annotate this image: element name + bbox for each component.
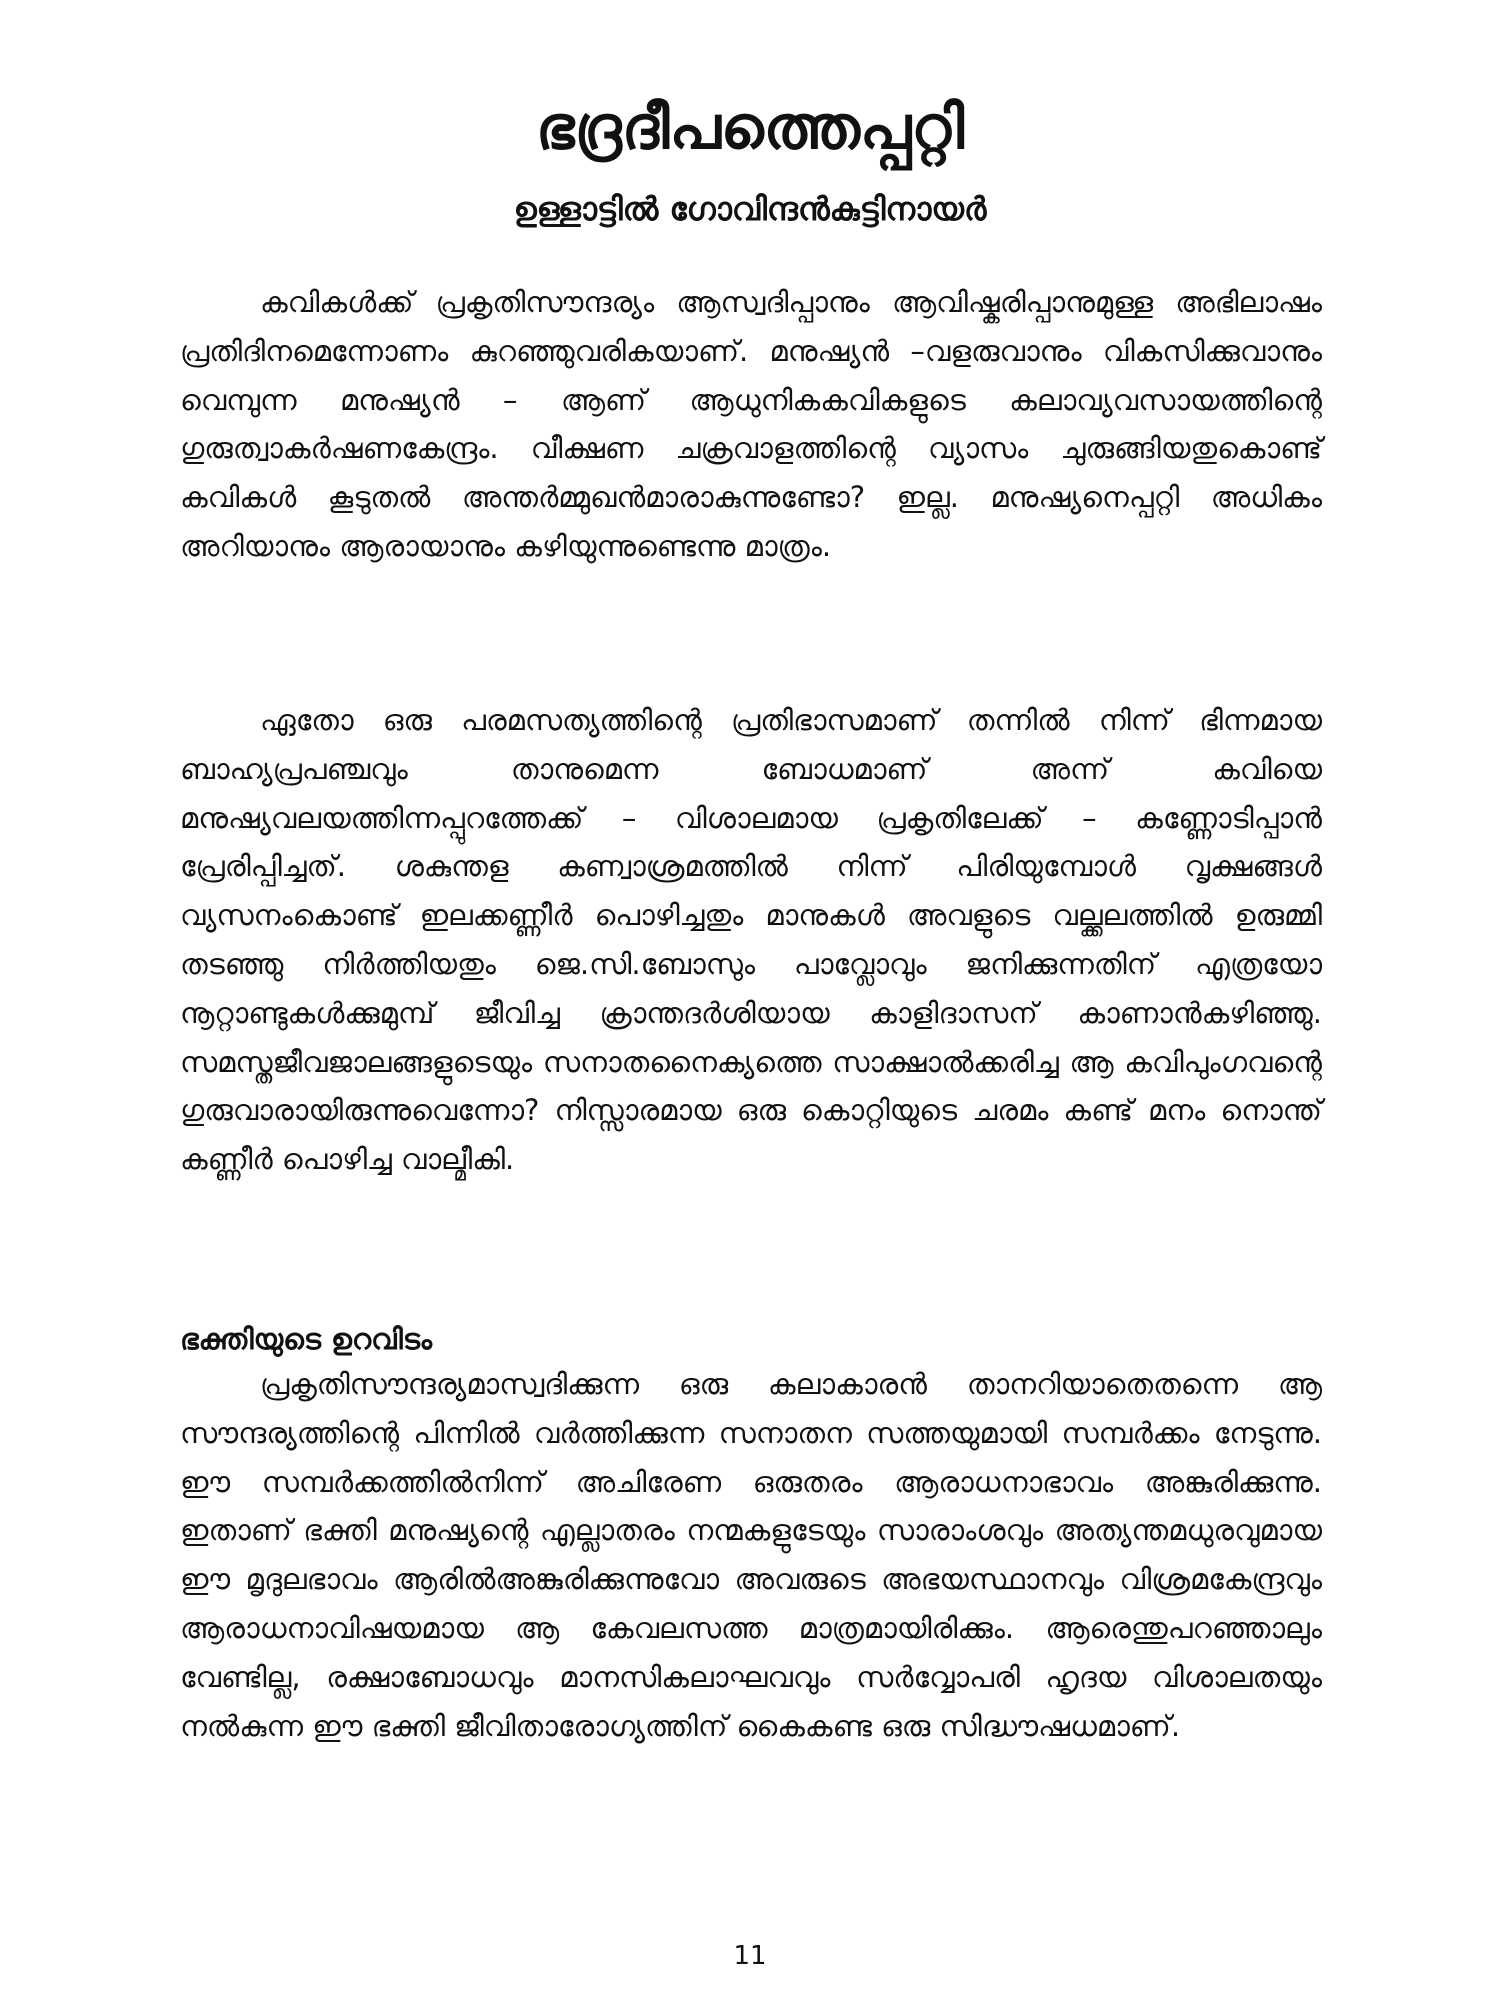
paragraph: പ്രകൃതിസൗന്ദര്യമാസ്വദിക്കുന്ന ഒരു കലാകാരൻ താനറിയാതെതന്നെ ആ സൗന്ദര്യത്തിന്റെ പിന്നിൽ വർത്തിക്കുന്ന സനാതന സത്തയുമായി സമ്പർക്കം നേടുന്നു. ഈ സമ്പർക്കത്തിൽനിന്ന് അചിരേണ ഒരുതരം ആരാധനാഭാവം അങ്കുരിക്കുന്നു. ഇതാണ് ഭക്തി മനുഷ്യന്റെ എല്ലാതരം നന്മകളുടേയും സാരാംശവും അത്യന്തമധുരവുമായ ഈ മൃദുലഭാവം ആരിൽഅങ്കുരിക്കുന്നുവോ അവരുടെ അഭയസ്ഥാനവും വിശ്രമകേന്ദ്രവും ആരാധനാവിഷയമായ ആ കേവലസത്ത മാത്രമായിരിക്കും. ആരെന്തുപറഞ്ഞാലും വേണ്ടില്ല, രക്ഷാബോധവും മാനസികലാഘവവും സർവ്വോപരി ഹൃദയ വിശാലതയും നൽകുന്ന ഈ ഭക്തി ജീവിതാരോഗ്യത്തിന് കൈകണ്ട ഒരു സിദ്ധൗഷധമാണ്. bbox=[180, 1367, 1322, 1743]
page-number: 11 bbox=[733, 1941, 767, 1971]
paragraph: ഏതോ ഒരു പരമസത്യത്തിന്റെ പ്രതിഭാസമാണ് തന്നിൽ നിന്ന് ഭിന്നമായ ബാഹ്യപ്രപഞ്ചവും താനുമെന്ന ബോധമാണ് അന്ന് കവിയെ മനുഷ്യവലയത്തിന്നപ്പുറത്തേക്ക് – വിശാലമായ പ്രകൃതിലേക്ക് – കണ്ണോടിപ്പാൻ പ്രേരിപ്പിച്ചത്. ശകുന്തള കണ്വാശ്രമത്തിൽ നിന്ന് പിരിയുമ്പോൾ വൃക്ഷങ്ങൾ വ്യസനംകൊണ്ട് ഇലക്കണ്ണീർ പൊഴിച്ചതും മാനുകൾ അവളുടെ വല്ക്കലത്തിൽ ഉരുമ്മി തടഞ്ഞു നിർത്തിയതും ജെ.സി.ബോസും പാവ്ലോവും ജനിക്കുന്നതിന് എത്രയോ നൂറ്റാണ്ടുകൾക്കുമുമ്പ് ജീവിച്ച ക്രാന്തദർശിയായ കാളിദാസന് കാണാൻകഴിഞ്ഞു. സമസ്തജീവജാലങ്ങളുടെയും സനാതനൈക്യത്തെ സാക്ഷാൽക്കരിച്ച ആ കവിപുംഗവന്റെ ഗുരുവാരായിരുന്നുവെന്നോ? നിസ്സാരമായ ഒരു കൊറ്റിയുടെ ചരമം കണ്ട് മനം നൊന്ത് കണ്ണീർ പൊഴിച്ച വാല്മീകി. bbox=[180, 703, 1322, 1177]
paragraph: കവികൾക്ക് പ്രകൃതിസൗന്ദര്യം ആസ്വദിപ്പാനും ആവിഷ്കരിപ്പാനുമുള്ള അഭിലാഷം പ്രതിദിനമെന്നോണം കുറഞ്ഞുവരികയാണ്. മനുഷ്യൻ –വളരുവാനും വികസിക്കുവാനും വെമ്പുന്ന മനുഷ്യൻ – ആണ് ആധുനികകവികളുടെ കലാവ്യവസായത്തിന്റെ ഗുരുത്വാകർഷണകേന്ദ്രം. വീക്ഷണ ചക്രവാളത്തിന്റെ വ്യാസം ചുരുങ്ങിയതുകൊണ്ട് കവികൾ കൂടുതൽ അന്തർമ്മുഖൻമാരാകുന്നുണ്ടോ? ഇല്ല. മനുഷ്യനെപ്പറ്റി അധികം അറിയാനും ആരായാനും കഴിയുന്നുണ്ടെന്നു മാത്രം. bbox=[180, 285, 1322, 563]
page-title: ഭദ്രദീപത്തെപ്പറ്റി bbox=[535, 93, 965, 163]
section-heading: ഭക്തിയുടെ ഉറവിടം bbox=[180, 1322, 433, 1356]
author-name: ഉള്ളാട്ടിൽ ഗോവിന്ദൻകുട്ടിനായർ bbox=[513, 190, 987, 228]
